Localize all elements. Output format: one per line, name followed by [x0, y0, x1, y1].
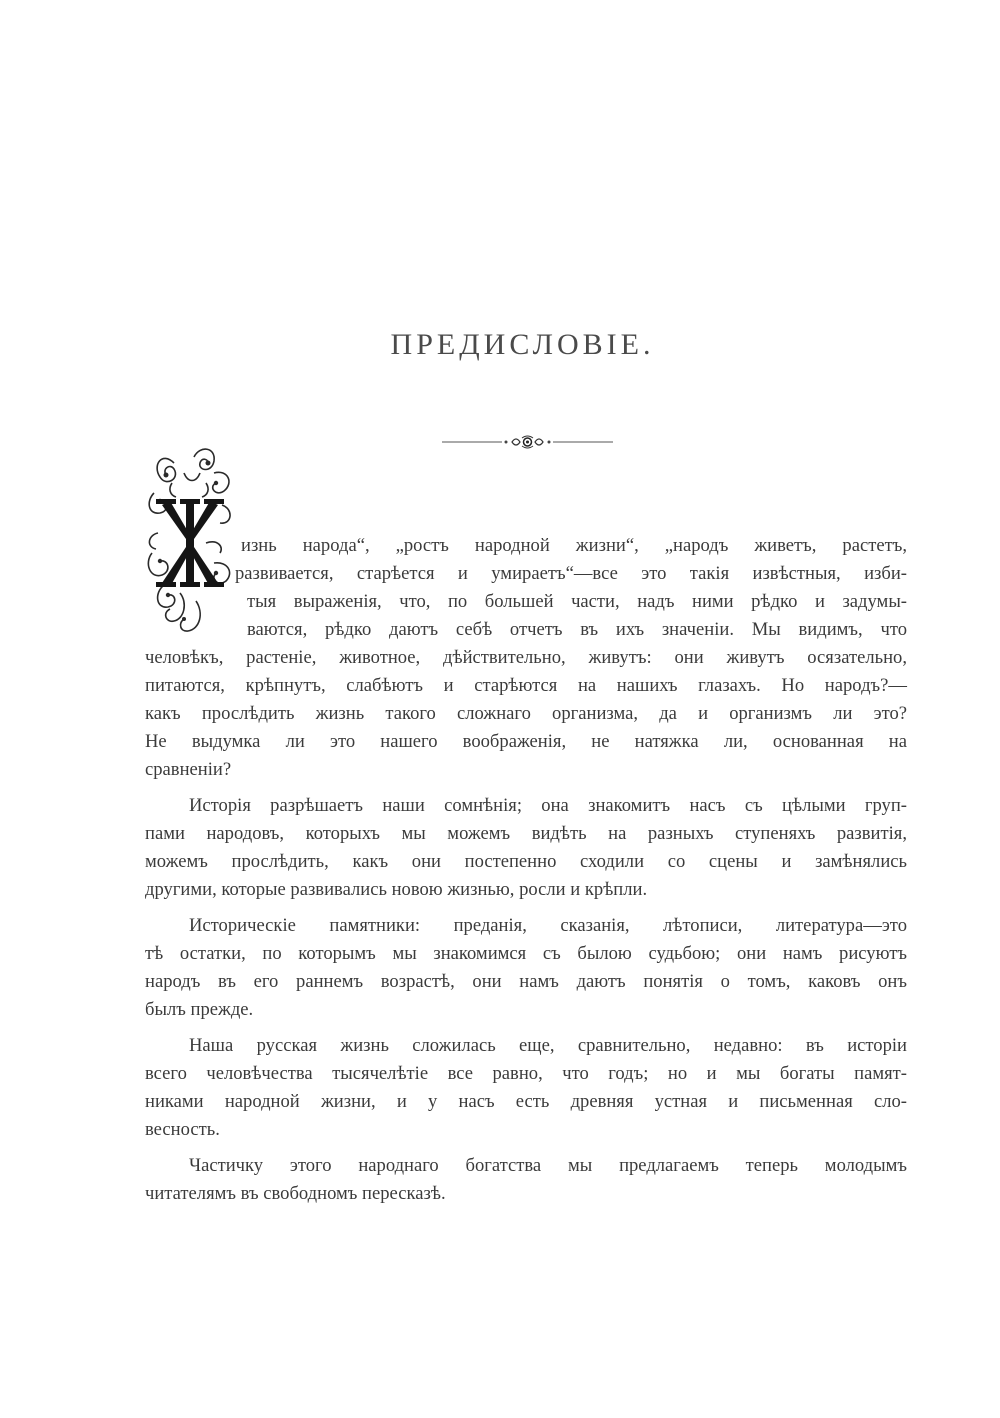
- text-line: тѣ остатки, по которымъ мы знакомимся съ былою судьбою; они намъ рисуютъ: [145, 943, 907, 964]
- text-line: читателямъ въ свободномъ пересказѣ.: [145, 1183, 446, 1204]
- text-line: Частичку этого народнаго богатства мы предлагаемъ теперь молодымъ: [189, 1155, 907, 1176]
- text-line: Исторія разрѣшаетъ наши сомнѣнія; она знакомитъ насъ съ цѣлыми груп-: [189, 795, 907, 816]
- text-line: былъ прежде.: [145, 999, 254, 1020]
- text-line: ваются, рѣдко даютъ себѣ отчетъ въ ихъ значеніи. Мы видимъ, что: [247, 619, 907, 640]
- ornament-divider-icon: [440, 432, 615, 452]
- page-title: ПРЕДИСЛОВІЕ.: [390, 328, 655, 361]
- text-line: никами народной жизни, и у насъ есть древняя устная и письменная сло-: [145, 1091, 907, 1112]
- text-line: всего человѣчества тысячелѣтіе все равно, что годъ; но и мы богаты памят-: [145, 1063, 907, 1084]
- text-line: изнь народа“, „ростъ народной жизни“, „народъ живетъ, растетъ,: [241, 535, 907, 556]
- text-line: человѣкъ, растеніе, животное, дѣйствительно, живутъ: они живутъ осязательно,: [145, 647, 907, 668]
- text-line: пами народовъ, которыхъ мы можемъ видѣть на разныхъ ступеняхъ развитія,: [145, 823, 907, 844]
- preface-body: [145, 532, 907, 1208]
- text-line: тыя выраженія, что, по большей части, надъ ними рѣдко и задумы-: [247, 591, 907, 612]
- text-line: Историческіе памятники: преданія, сказанія, лѣтописи, литература—это: [189, 915, 907, 936]
- text-line: питаются, крѣпнутъ, слабѣютъ и старѣются на нашихъ глазахъ. Но народъ?—: [145, 675, 907, 696]
- text-line: весность.: [145, 1119, 220, 1140]
- text-line: Не выдумка ли это нашего воображенія, не натяжка ли, основанная на: [145, 731, 907, 752]
- text-line: сравненіи?: [145, 759, 232, 780]
- text-line: народъ въ его раннемъ возрастѣ, они намъ даютъ понятія о томъ, каковъ онъ: [145, 971, 907, 992]
- text-line: можемъ прослѣдить, какъ они постепенно сходили со сцены и замѣнялись: [145, 851, 907, 872]
- text-line: какъ прослѣдить жизнь такого сложнаго организма, да и организмъ ли это?: [145, 703, 907, 724]
- text-line: Наша русская жизнь сложилась еще, сравнительно, недавно: въ исторіи: [189, 1035, 907, 1056]
- text-line: развивается, старѣется и умираетъ“—все это такія извѣстныя, изби-: [235, 563, 907, 584]
- text-line: другими, которые развивались новою жизнью, росли и крѣпли.: [145, 879, 648, 900]
